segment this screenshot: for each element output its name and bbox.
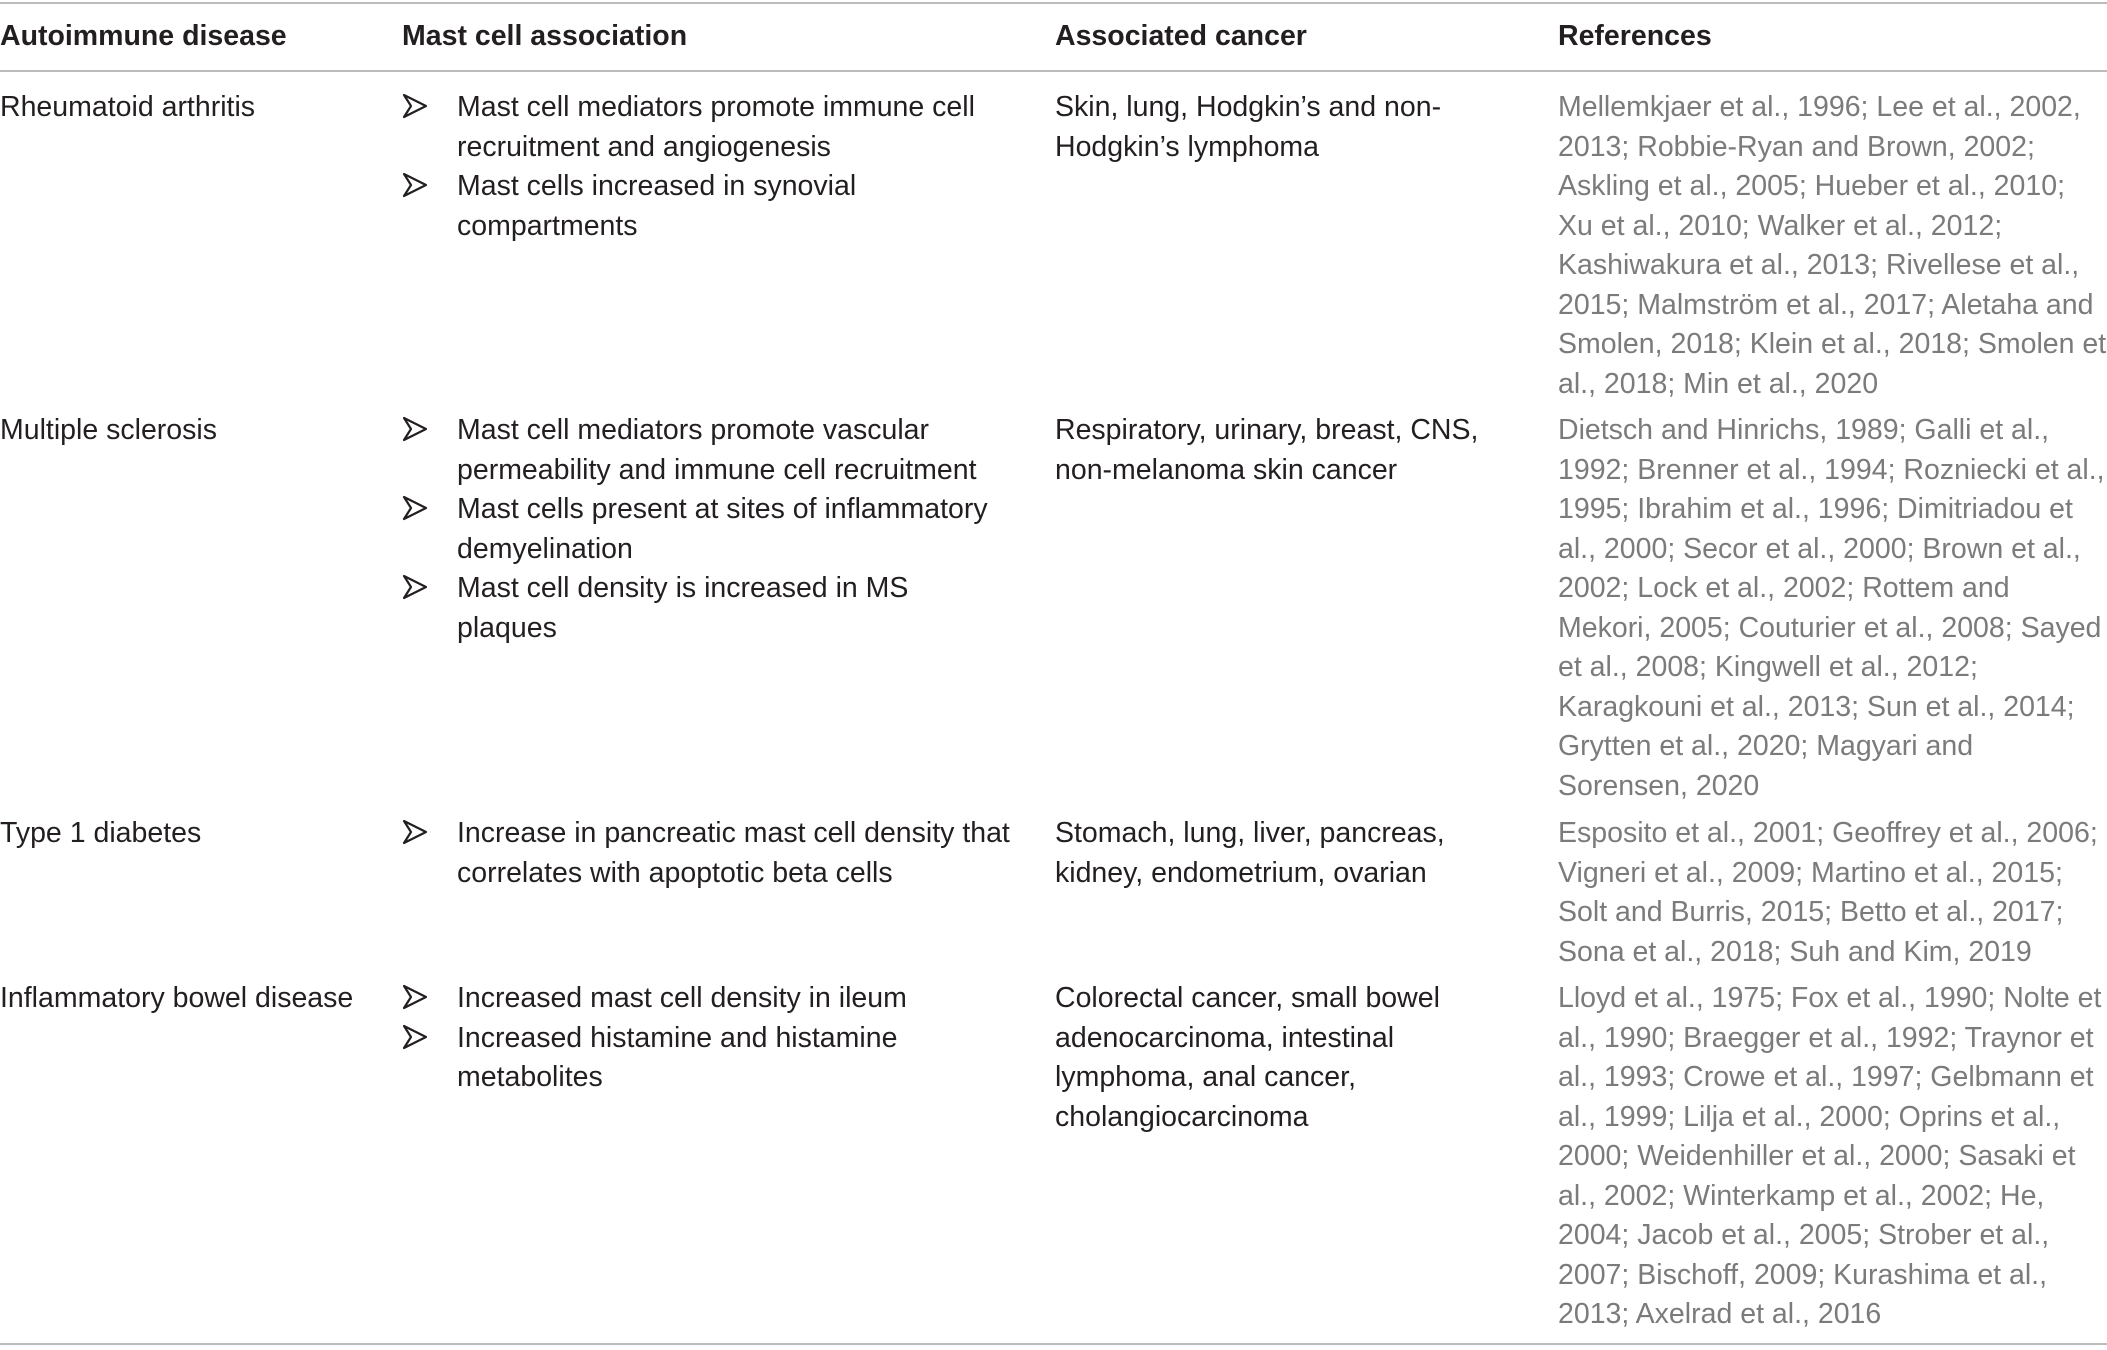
mast-cell-association-cell [402,979,1012,1098]
associated-cancer-cell: Respiratory, urinary, breast, CNS, non-melanoma skin cancer [1055,414,1479,486]
arrow-bullet-icon [402,93,428,119]
disease-cell: Rheumatoid arthritis [0,91,256,123]
header-mast-cell-association: Mast cell association [402,20,688,52]
table-top-rule [0,2,2107,4]
bullet-text: Mast cell density is increased in MS plaques [457,572,909,644]
table-bottom-rule [0,1343,2107,1345]
bullet-text: Mast cells increased in synovial compartments [457,170,857,242]
arrow-bullet-icon [402,495,428,521]
bullet-text: Mast cell mediators promote vascular permeability and immune cell recruitment [457,414,977,486]
bullet-item [402,814,1012,893]
disease-cell: Inflammatory bowel disease [0,982,354,1014]
disease-cell: Type 1 diabetes [0,817,202,849]
mast-cell-association-cell [402,814,1012,893]
header-autoimmune-disease: Autoimmune disease [0,20,287,52]
references-cell: Esposito et al., 2001; Geoffrey et al., 2006; Vigneri et al., 2009; Martino et al., 2015; Solt and Burris, 2015; Betto et al., 2017; Sona et al., 2018; Suh and Kim, 2019 [1558,817,2098,968]
arrow-bullet-icon [402,1024,428,1050]
bullet-item [402,1019,1012,1098]
associated-cancer-cell: Stomach, lung, liver, pancreas, kidney, endometrium, ovarian [1055,817,1445,889]
arrow-bullet-icon [402,574,428,600]
mast-cell-association-cell [402,88,1012,246]
bullet-text: Mast cell mediators promote immune cell recruitment and angiogenesis [457,91,975,163]
arrow-bullet-icon [402,984,428,1010]
references-cell: Dietsch and Hinrichs, 1989; Galli et al., 1992; Brenner et al., 1994; Rozniecki et al., 1995; Ibrahim et al., 1996; Dimitriadou et al., 2000; Secor et al., 2000; Brown et al., 2002; Lock et al., 2002; Rottem and Mekori, 2005; Couturier et al., 2008; Sayed et al., 2008; Kingwell et al., 2012; Karagkouni et al., 2013; Sun et al., 2014; Grytten et al., 2020; Magyari and Sorensen, 2020 [1558,414,2105,802]
bullet-item [402,490,1012,569]
bullet-item [402,411,1012,490]
associated-cancer-cell: Colorectal cancer, small bowel adenocarcinoma, intestinal lymphoma, anal cancer, cholangiocarcinoma [1055,982,1440,1133]
bullet-text: Increase in pancreatic mast cell density that correlates with apoptotic beta cells [457,817,1010,889]
disease-cell: Multiple sclerosis [0,414,217,446]
associated-cancer-cell: Skin, lung, Hodgkin’s and non-Hodgkin’s lymphoma [1055,91,1442,163]
header-associated-cancer: Associated cancer [1055,20,1307,52]
header-references: References [1558,20,1712,52]
arrow-bullet-icon [402,416,428,442]
bullet-item [402,569,1012,648]
bullet-item [402,88,1012,167]
header-rule [0,70,2107,72]
bullet-item [402,167,1012,246]
mast-cell-association-cell [402,411,1012,648]
references-cell: Lloyd et al., 1975; Fox et al., 1990; Nolte et al., 1990; Braegger et al., 1992; Traynor et al., 1993; Crowe et al., 1997; Gelbmann et al., 1999; Lilja et al., 2000; Oprins et al., 2000; Weidenhiller et al., 2000; Sasaki et al., 2002; Winterkamp et al., 2002; He, 2004; Jacob et al., 2005; Strober et al., 2007; Bischoff, 2009; Kurashima et al., 2013; Axelrad et al., 2016 [1558,982,2102,1330]
arrow-bullet-icon [402,819,428,845]
bullet-text: Increased histamine and histamine metabolites [457,1021,898,1093]
bullet-text: Increased mast cell density in ileum [457,982,907,1014]
arrow-bullet-icon [402,172,428,198]
bullet-text: Mast cells present at sites of inflammatory demyelination [457,493,988,565]
bullet-item [402,979,1012,1019]
references-cell: Mellemkjaer et al., 1996; Lee et al., 2002, 2013; Robbie-Ryan and Brown, 2002; Askling et al., 2005; Hueber et al., 2010; Xu et al., 2010; Walker et al., 2012; Kashiwakura et al., 2013; Rivellese et al., 2015; Malmström et al., 2017; Aletaha and Smolen, 2018; Klein et al., 2018; Smolen et al., 2018; Min et al., 2020 [1558,91,2107,400]
